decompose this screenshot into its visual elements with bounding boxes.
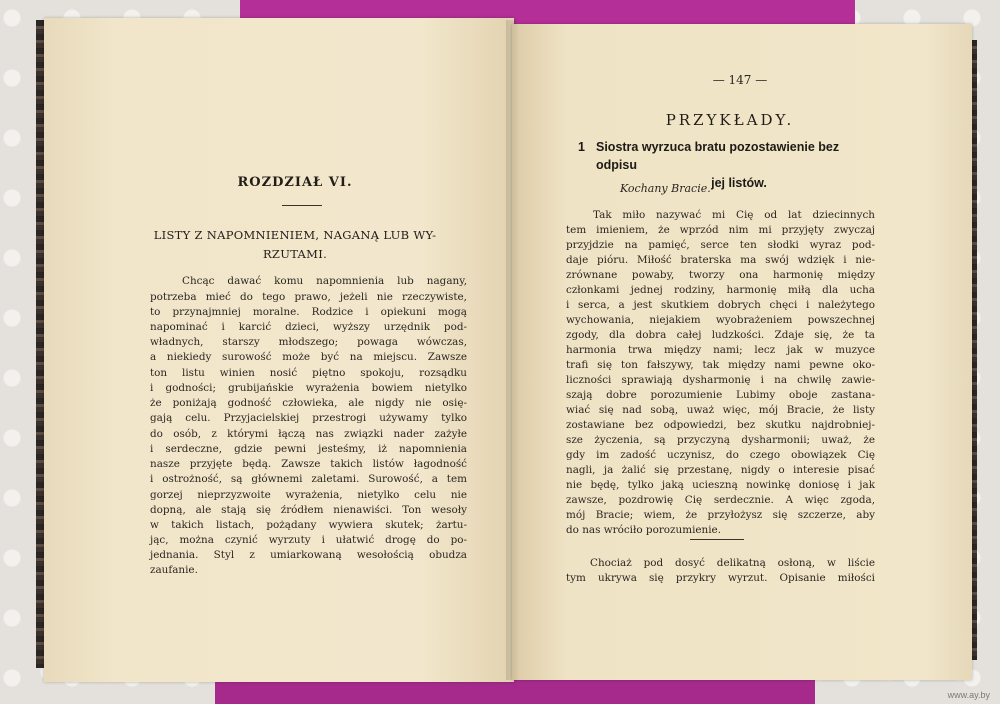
text-line: gorzej nieprzyzwoite wyrażenia, nietylko celu nie bbox=[150, 489, 467, 501]
text-line: ton listu winien nosić piętno spokoju, rozsądku bbox=[150, 367, 467, 379]
text-line: że poniżają godność człowieka, ale nigdy nie osię- bbox=[150, 397, 467, 409]
chapter-heading bbox=[130, 226, 460, 264]
text-line: i ostrożność, są głównemi zaletami. Surowość, a tem bbox=[150, 473, 467, 485]
text-line: gdy im zadość uczynisz, do czego obowiązek Cię bbox=[566, 449, 875, 461]
heading-line: RZUTAMI. bbox=[262, 247, 328, 261]
watermark: www.ay.by bbox=[947, 690, 990, 700]
text-line: wychowania, niejakiem wyobrażeniem powszechnej bbox=[566, 314, 875, 326]
chapter-rule bbox=[282, 205, 322, 206]
text-line: zaufanie. bbox=[150, 564, 198, 576]
text-line: potrzeba mieć do tego prawo, jeżeli nie rzeczywiste, bbox=[150, 291, 467, 303]
text-line: harmonia trwa między nami; lecz jak w muzyce bbox=[566, 344, 875, 356]
letter-greeting: Kochany Bracie. bbox=[620, 182, 711, 195]
text-line: nagli, ja żalić się przestanę, nigdy o interesie pisać bbox=[566, 464, 875, 476]
example-title-line: Siostra wyrzuca bratu pozostawienie bez odpisu bbox=[596, 140, 840, 172]
text-line: daje pióru. Miłość braterska ma swój wdzięk i nie- bbox=[566, 254, 875, 266]
text-line: władnych, starszy młodszego; powaga wówczas, bbox=[150, 336, 467, 348]
text-line: Chociaż pod dosyć delikatną osłoną, w liście bbox=[590, 557, 875, 569]
text-line: zawsze, pozdrowię Cię serdecznie. A więc zgoda, bbox=[566, 494, 875, 506]
text-line: dopną, ale stają się źródłem nienawiści. Ton wesoły bbox=[150, 504, 467, 516]
page-number: — 147 — bbox=[712, 73, 768, 87]
text-line: Chcąc dawać komu napomnienia lub nagany, bbox=[182, 275, 467, 287]
text-line: przyjdzie na pamięć, serce ten słodki wyraz pod- bbox=[566, 239, 875, 251]
chapter-title: ROZDZIAŁ VI. bbox=[237, 175, 353, 190]
text-line: nie będę, tylko jaką ucieszną nowinkę doniosę i jak bbox=[566, 479, 875, 491]
text-line: a niekiedy surowość może być na miejscu. Zawsze bbox=[150, 351, 467, 363]
text-line: w takich listach, pożądany wywiera skutek; żartu- bbox=[150, 519, 467, 531]
heading-line: LISTY Z NAPOMNIENIEM, NAGANĄ LUB WY- bbox=[153, 228, 437, 242]
example-number: 1 bbox=[578, 140, 585, 154]
text-line: i serdeczne, gdzie pewni jesteśmy, iż napomnienia bbox=[150, 443, 467, 455]
text-line: gają celu. Przyjacielskiej przestrogi używamy tylko bbox=[150, 412, 467, 424]
text-line: liczności sprawiają dysharmonię i na chwilę zawie- bbox=[566, 374, 875, 386]
text-line: jednania. Styl z umiarkowaną wesołością obudza bbox=[150, 549, 467, 561]
text-line: nasze przyjęte będą. Zawsze takich listów łagodność bbox=[150, 458, 467, 470]
text-line: to przynajmniej moralne. Rodzice i opiekuni mogą bbox=[150, 306, 467, 318]
text-line: do osób, z którymi łączą nas związki nader zażyłe bbox=[150, 428, 467, 440]
text-line: wiać się nad sobą, uważ więc, mój Bracie, że listy bbox=[566, 404, 875, 416]
section-rule bbox=[690, 539, 744, 540]
example-title-line: jej listów. bbox=[711, 176, 767, 190]
text-line: do nas wróciło porozumienie. bbox=[566, 524, 722, 536]
text-line: zrównane powaby, tworzy ona harmonię między bbox=[566, 269, 875, 281]
text-line: jąc, można czynić wyrzuty i ułatwić drogę do po- bbox=[150, 534, 467, 546]
text-line: trafi się ton fałszywy, tak między nami pewne oko- bbox=[566, 359, 875, 371]
text-line: sze życzenia, są przyczyną dysharmonii; uważ, że bbox=[566, 434, 875, 446]
text-line: i godności; grubijańskie wyrażenia bowiem nietylko bbox=[150, 382, 467, 394]
text-line: zgody, dla dobra całej ludzkości. Zdaje się, że ta bbox=[566, 329, 875, 341]
text-line: Tak miło nazywać mi Cię od lat dziecinnych bbox=[593, 209, 875, 221]
text-line: tem imieniem, że wprzód nim mi przyjęty zwyczaj bbox=[566, 224, 875, 236]
text-line: tym ukrywa się przykry wyrzut. Opisanie miłości bbox=[566, 572, 875, 584]
text-line: członkami jednej rodziny, harmonię miłą dla ucha bbox=[566, 284, 875, 296]
text-line: i serca, a jest skutkiem dobrych chęci i należytego bbox=[566, 299, 875, 311]
section-title: PRZYKŁADY. bbox=[665, 111, 795, 129]
text-line: zostawiane bez odpowiedzi, bez skutku najdrobniej- bbox=[566, 419, 875, 431]
text-line: napominać i karcić dzieci, wyższy urzędnik pod- bbox=[150, 321, 467, 333]
book-gutter bbox=[506, 20, 518, 680]
text-line: szają dobre porozumienie Lubimy oboje zastana- bbox=[566, 389, 875, 401]
text-line: mój Bracie; wiem, że przyłożysz się szczerze, aby bbox=[566, 509, 875, 521]
